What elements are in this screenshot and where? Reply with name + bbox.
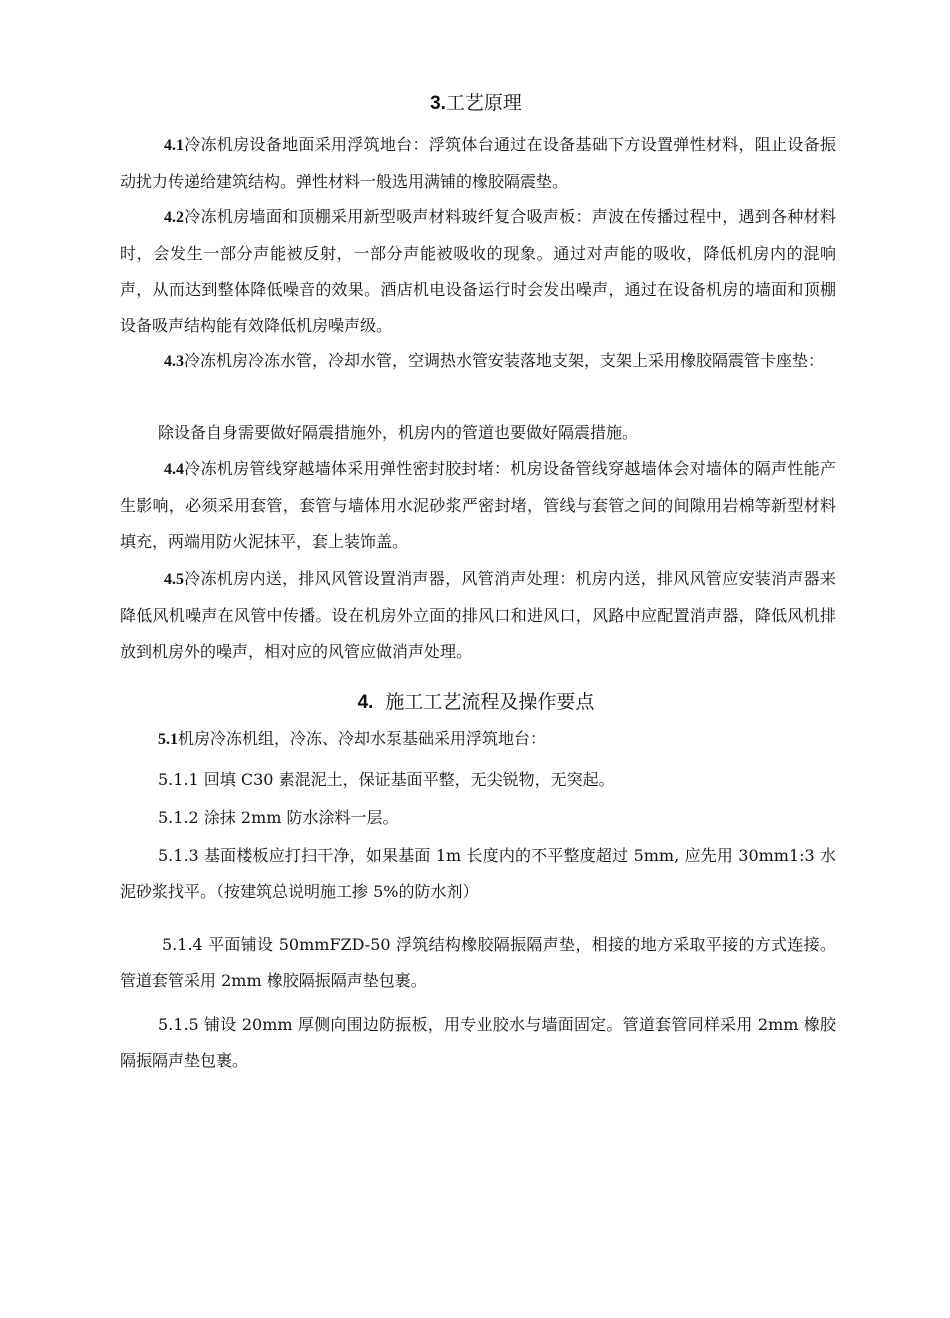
paragraph-note: [120, 415, 836, 451]
paragraph-4-5: [120, 561, 836, 670]
item-number: 4.4: [164, 461, 184, 478]
paragraph-5-1-2: [120, 800, 836, 836]
paragraph-text: 5.1.5 铺设 20mm 厚侧向围边防振板，用专业胶水与墙面固定。管道套管同样采用 2mm 橡胶隔振隔声垫包裹。: [120, 1015, 836, 1070]
paragraph-text: 冷冻机房墙面和顶棚采用新型吸声材料玻纤复合吸声板：声波在传播过程中，遇到各种材料时，会发生一部分声能被反射，一部分声能被吸收的现象。通过对声能的吸收，降低机房内的混响声，从而达到整体降低噪音的效果。酒店机电设备运行时会发出噪声，通过在设备机房的墙面和顶棚设备吸声结构能有效降低机房噪声级。: [120, 207, 836, 335]
paragraph-5-1: [120, 721, 836, 758]
item-number: 4.1: [164, 137, 184, 154]
section-number: 4.: [357, 692, 374, 713]
paragraph-text: 除设备自身需要做好隔震措施外，机房内的管道也要做好隔震措施。: [158, 423, 639, 442]
paragraph-4-4: [120, 451, 836, 560]
paragraph-text: 5.1.1 回填 C30 素混泥土，保证基面平整，无尖锐物，无突起。: [158, 770, 615, 789]
paragraph-4-1: [120, 127, 836, 200]
paragraph-5-1-3: [120, 838, 836, 910]
item-number: 4.3: [164, 353, 184, 370]
paragraph-4-2: [120, 199, 836, 344]
paragraph-text: 5.1.2 涂抹 2mm 防水涂料一层。: [158, 808, 399, 827]
paragraph-text: 冷冻机房管线穿越墙体采用弹性密封胶封堵：机房设备管线穿越墙体会对墙体的隔声性能产生影响，必须采用套管，套管与墙体用水泥砂浆严密封堵，管线与套管之间的间隙用岩棉等新型材料填充，两端用防火泥抹平，套上装饰盖。: [120, 459, 836, 551]
section-heading-3: [120, 90, 832, 117]
section-heading-4: [120, 689, 832, 716]
paragraph-text: 冷冻机房设备地面采用浮筑地台：浮筑体台通过在设备基础下方设置弹性材料，阻止设备振动扰力传递给建筑结构。弹性材料一般选用满铺的橡胶隔震垫。: [120, 135, 836, 191]
paragraph-5-1-4: [120, 927, 836, 999]
section-title: 工艺原理: [445, 92, 522, 114]
paragraph-text: 5.1.3 基面楼板应打扫干净，如果基面 1m 长度内的不平整度超过 5mm, 应先用 30mm1:3 水泥砂浆找平。（按建筑总说明施工掺 5%的防水剂）: [120, 846, 836, 901]
item-number: 4.5: [164, 571, 184, 588]
paragraph-text: 机房冷冻机组，冷冻、冷却水泵基础采用浮筑地台：: [178, 729, 547, 748]
item-number: 4.2: [164, 209, 184, 226]
paragraph-text: 冷冻机房冷冻水管，冷却水管，空调热水管安装落地支架，支架上采用橡胶隔震管卡座垫：: [184, 351, 825, 370]
paragraph-5-1-1: [120, 762, 836, 798]
item-number: 5.1: [158, 731, 178, 748]
section-title: 施工工艺流程及操作要点: [385, 691, 595, 713]
paragraph-5-1-5: [120, 1007, 836, 1079]
paragraph-4-3: [120, 343, 836, 380]
paragraph-text: 5.1.4 平面铺设 50mmFZD-50 浮筑结构橡胶隔振隔声垫，相接的地方采取平接的方式连接。管道套管采用 2mm 橡胶隔振隔声垫包裹。: [120, 935, 836, 990]
section-number: 3.: [430, 93, 446, 114]
paragraph-text: 冷冻机房内送，排风风管设置消声器，风管消声处理：机房内送，排风风管应安装消声器来降低风机噪声在风管中传播。设在机房外立面的排风口和进风口，风路中应配置消声器，降低风机排放到机房外的噪声，相对应的风管应做消声处理。: [120, 569, 836, 661]
